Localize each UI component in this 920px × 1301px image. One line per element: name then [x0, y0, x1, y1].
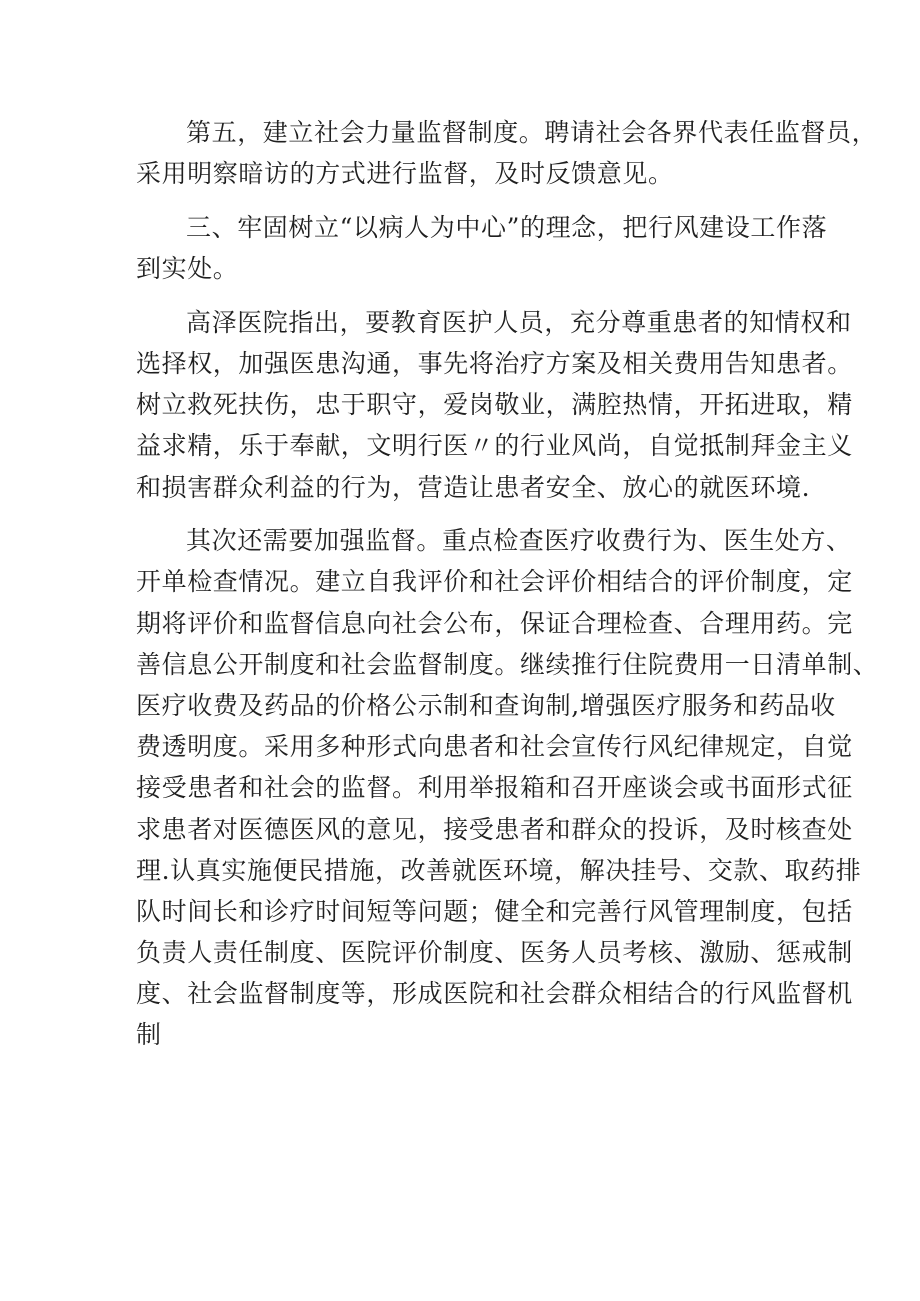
text-line: 益求精，乐于奉献，文明行医〃的行业风尚，自觉抵制拜金主义 — [136, 431, 853, 461]
section-heading-line: 三、牢固树立“以病人为中心”的理念，把行风建设工作落 — [186, 212, 828, 242]
text-line: 和损害群众利益的行为，营造让患者安全、放心的就医环境. — [136, 472, 811, 502]
text-line: 善信息公开制度和社会监督制度。继续推行住院费用一日清单制、 — [136, 649, 879, 679]
text-line: 费透明度。采用多种形式向患者和社会宣传行风纪律规定，自觉 — [136, 732, 853, 762]
text-line: 树立救死扶伤，忠于职守，爱岗敬业，满腔热情，开拓进取，精 — [136, 390, 853, 420]
text-line: 其次还需要加强监督。重点检查医疗收费行为、医生处方、 — [186, 526, 852, 556]
text-line: 制 — [136, 1020, 162, 1050]
text-line: 医疗收费及药品的价格公示制和查询制,增强医疗服务和药品收 — [136, 690, 836, 720]
body-text — [136, 112, 879, 1056]
text-line: 理.认真实施便民措施，改善就医环境，解决挂号、交款、取药排 — [136, 855, 862, 885]
section-heading-line: 到实处。 — [136, 254, 239, 284]
text-line: 期将评价和监督信息向社会公布，保证合理检查、合理用药。完 — [136, 608, 853, 638]
text-line: 度、社会监督制度等，形成医院和社会群众相结合的行风监督机 — [136, 979, 853, 1009]
text-line: 选择权，加强医患沟通，事先将治疗方案及相关费用告知患者。 — [136, 348, 853, 378]
text-line: 负责人责任制度、医院评价制度、医务人员考核、激励、惩戒制 — [136, 938, 853, 968]
text-line: 队时间长和诊疗时间短等问题；健全和完善行风管理制度，包括 — [136, 896, 853, 926]
text-line: 第五，建立社会力量监督制度。聘请社会各界代表任监督员， — [186, 118, 878, 147]
text-line: 开单检查情况。建立自我评价和社会评价相结合的评价制度，定 — [136, 567, 853, 597]
text-line: 高泽医院指出，要教育医护人员，充分尊重患者的知情权和 — [186, 307, 852, 337]
text-line: 接受患者和社会的监督。利用举报箱和召开座谈会或书面形式征 — [136, 773, 853, 803]
text-line: 求患者对医德医风的意见，接受患者和群众的投诉，及时核查处 — [136, 814, 853, 844]
text-line: 采用明察暗访的方式进行监督，及时反馈意见。 — [136, 159, 674, 189]
